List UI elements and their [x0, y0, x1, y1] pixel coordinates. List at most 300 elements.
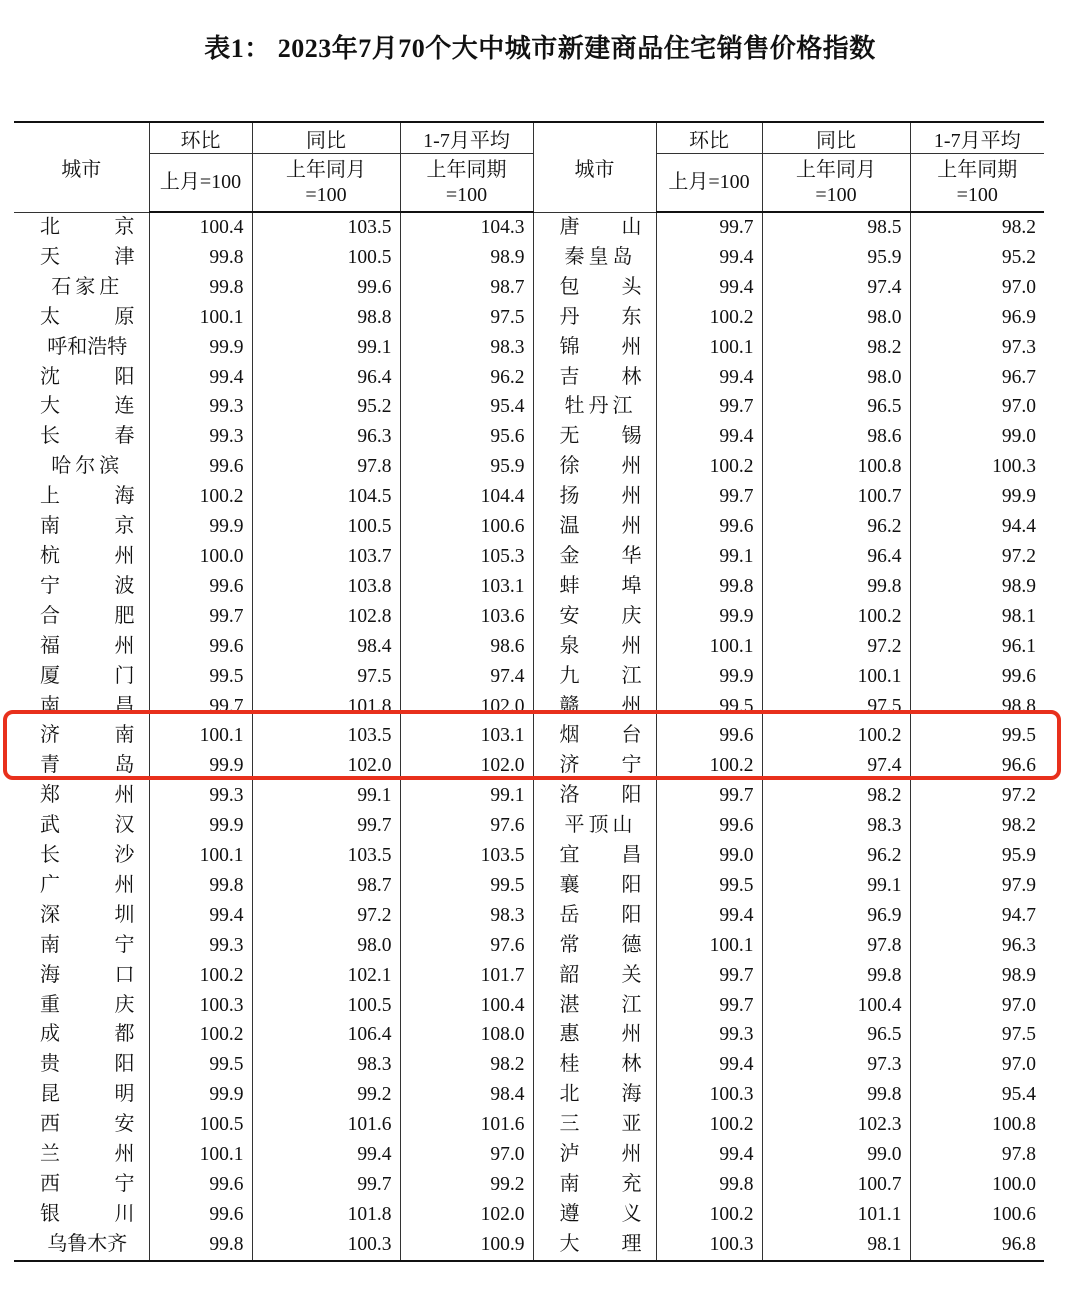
- city-cell: [14, 1170, 149, 1200]
- mom-value: 100.2: [656, 1200, 762, 1230]
- yoy-value: 98.5: [762, 212, 910, 243]
- city-name: 赣 州: [559, 694, 642, 717]
- city-cell: [533, 1020, 656, 1050]
- mom-header: 环比: [656, 122, 762, 154]
- yoy-value: 101.1: [762, 1200, 910, 1230]
- avg-value: 96.6: [1001, 755, 1036, 777]
- city-cell: [533, 482, 656, 512]
- city-name: 金 华: [559, 544, 642, 567]
- avg-value: 103.6: [400, 602, 533, 632]
- city-name: 牡丹江: [564, 395, 637, 418]
- mom-value: 99.5: [656, 871, 762, 901]
- avg-value: 96.7: [1001, 366, 1036, 388]
- mom-value: 99.4: [656, 1140, 762, 1170]
- table-row: [14, 1050, 1044, 1080]
- yoy-value: 96.4: [762, 542, 910, 572]
- yoy-value: 97.8: [762, 931, 910, 961]
- city-cell: [14, 542, 149, 572]
- yoy-value: 96.5: [762, 1020, 910, 1050]
- mom-value: 99.3: [149, 422, 252, 452]
- city-cell: [533, 1140, 656, 1170]
- yoy-value: 100.1: [762, 662, 910, 692]
- city-cell: [14, 931, 149, 961]
- city-name: 广 州: [40, 873, 135, 896]
- yoy-value: 96.3: [252, 422, 400, 452]
- yoy-value: 102.0: [252, 751, 400, 781]
- city-cell: [14, 392, 149, 422]
- city-cell: [533, 273, 656, 303]
- yoy-value: 98.1: [762, 1230, 910, 1261]
- yoy-value: 102.8: [252, 602, 400, 632]
- city-name: 温 州: [559, 515, 642, 538]
- city-cell: [14, 602, 149, 632]
- avg-value: 101.7: [400, 961, 533, 991]
- avg-value: 99.1: [400, 781, 533, 811]
- mom-value: 99.8: [656, 572, 762, 602]
- avg-value: 100.4: [400, 991, 533, 1021]
- mom-value: 99.8: [149, 243, 252, 273]
- city-name: 西 安: [40, 1113, 135, 1136]
- city-cell: [14, 363, 149, 393]
- city-cell: [533, 1230, 656, 1261]
- city-cell: [14, 482, 149, 512]
- city-cell: [533, 392, 656, 422]
- city-cell: [533, 1080, 656, 1110]
- city-cell: [533, 542, 656, 572]
- city-name: 昆 明: [40, 1083, 135, 1106]
- avg-value: 97.0: [400, 1140, 533, 1170]
- city-name: 哈尔滨: [51, 455, 124, 478]
- city-name: 韶 关: [559, 963, 642, 986]
- mom-value: 99.4: [656, 363, 762, 393]
- avg-value: 95.4: [400, 392, 533, 422]
- avg-value: 94.7: [1001, 904, 1036, 926]
- mom-value: 99.9: [149, 512, 252, 542]
- city-name: 石家庄: [51, 275, 124, 298]
- city-name: 长 春: [40, 425, 135, 448]
- city-name: 南 充: [559, 1173, 642, 1195]
- yoy-value: 99.0: [762, 1140, 910, 1170]
- yoy-value: 97.4: [762, 751, 910, 781]
- avg-value: 96.3: [1001, 934, 1036, 956]
- city-name: 扬 州: [559, 485, 642, 508]
- yoy-value: 98.6: [762, 422, 910, 452]
- avg-value: 97.0: [1001, 994, 1036, 1016]
- city-name: 湛 江: [559, 993, 642, 1016]
- table-row: [14, 1230, 1044, 1261]
- table-row: [14, 1110, 1044, 1140]
- city-name: 青 岛: [40, 754, 135, 777]
- avg-value: 100.3: [992, 456, 1036, 478]
- city-name: 桂 林: [559, 1053, 642, 1076]
- avg-value: 102.0: [400, 1200, 533, 1230]
- avg-value: 99.2: [400, 1170, 533, 1200]
- yoy-value: 100.2: [762, 602, 910, 632]
- yoy-value: 103.5: [252, 841, 400, 871]
- yoy-value: 100.7: [762, 1170, 910, 1200]
- avg-value: 97.2: [1001, 785, 1036, 807]
- city-name: 北 京: [40, 215, 135, 238]
- yoy-value: 95.9: [762, 243, 910, 273]
- avg-value: 98.2: [1001, 217, 1036, 238]
- avg-value: 98.7: [400, 273, 533, 303]
- city-cell: [14, 991, 149, 1021]
- avg-value: 95.2: [1001, 246, 1036, 268]
- city-cell: [14, 452, 149, 482]
- city-cell: [533, 1200, 656, 1230]
- mom-value: 99.4: [149, 901, 252, 931]
- mom-value: 99.8: [149, 1230, 252, 1261]
- avg-value: 97.8: [1001, 1144, 1036, 1166]
- avg-value: 97.0: [1001, 276, 1036, 298]
- table-row: [14, 212, 1044, 243]
- table-row: [14, 811, 1044, 841]
- mom-value: 99.0: [656, 841, 762, 871]
- yoy-value: 99.7: [252, 811, 400, 841]
- mom-value: 99.6: [149, 452, 252, 482]
- avg-value: 97.9: [1001, 874, 1036, 896]
- city-name: 海 口: [40, 963, 135, 986]
- mom-value: 100.1: [149, 303, 252, 333]
- avg-value: 98.3: [400, 901, 533, 931]
- table-row: [14, 632, 1044, 662]
- city-cell: [533, 632, 656, 662]
- avg-value: 99.9: [1001, 486, 1036, 508]
- city-cell: [14, 243, 149, 273]
- yoy-value: 95.2: [252, 392, 400, 422]
- city-cell: [14, 781, 149, 811]
- city-cell: [14, 512, 149, 542]
- yoy-value: 98.0: [252, 931, 400, 961]
- city-cell: [533, 572, 656, 602]
- city-cell: [14, 572, 149, 602]
- city-cell: [533, 602, 656, 632]
- avg-value: 98.8: [1001, 695, 1036, 717]
- mom-value: 99.1: [656, 542, 762, 572]
- mom-value: 99.6: [656, 811, 762, 841]
- mom-value: 99.9: [149, 811, 252, 841]
- city-cell: [14, 303, 149, 333]
- city-name: 唐 山: [559, 215, 642, 238]
- avg-header: 1-7月平均: [400, 122, 533, 154]
- avg-value: 97.6: [400, 811, 533, 841]
- mom-value: 99.6: [149, 572, 252, 602]
- mom-value: 100.2: [149, 1020, 252, 1050]
- avg-value: 97.4: [400, 662, 533, 692]
- yoy-value: 98.3: [252, 1050, 400, 1080]
- yoy-header: 同比: [762, 122, 910, 154]
- avg-header: 1-7月平均: [910, 122, 1044, 154]
- yoy-value: 99.8: [762, 1080, 910, 1110]
- yoy-value: 101.6: [252, 1110, 400, 1140]
- city-name: 岳 阳: [559, 903, 642, 926]
- avg-value: 97.3: [1001, 336, 1036, 358]
- yoy-value: 99.4: [252, 1140, 400, 1170]
- mom-value: 99.4: [656, 243, 762, 273]
- table-row: [14, 1140, 1044, 1170]
- city-cell: [533, 212, 656, 243]
- city-name: 兰 州: [40, 1143, 135, 1166]
- city-cell: [14, 1110, 149, 1140]
- yoy-value: 98.7: [252, 871, 400, 901]
- table-row: [14, 512, 1044, 542]
- city-name: 重 庆: [40, 993, 135, 1016]
- city-cell: [533, 871, 656, 901]
- avg-value: 96.9: [1001, 306, 1036, 328]
- yoy-value: 96.5: [762, 392, 910, 422]
- table-row: [14, 452, 1044, 482]
- avg-value: 104.3: [400, 212, 533, 243]
- city-name: 襄 阳: [559, 873, 642, 896]
- mom-value: 99.7: [656, 392, 762, 422]
- avg-value: 96.2: [400, 363, 533, 393]
- city-cell: [14, 212, 149, 243]
- mom-value: 99.8: [149, 273, 252, 303]
- city-name: 锦 州: [559, 335, 642, 358]
- city-cell: [14, 961, 149, 991]
- yoy-value: 97.2: [252, 901, 400, 931]
- city-cell: [533, 512, 656, 542]
- yoy-value: 99.1: [762, 871, 910, 901]
- table-row: [14, 1170, 1044, 1200]
- mom-value: 99.6: [149, 1200, 252, 1230]
- yoy-base-header: 上年同月 =100: [762, 154, 910, 213]
- city-name: 贵 阳: [40, 1053, 135, 1076]
- mom-base-header: 上月=100: [656, 154, 762, 213]
- yoy-value: 100.7: [762, 482, 910, 512]
- yoy-value: 98.2: [762, 333, 910, 363]
- city-name: 济 宁: [559, 754, 642, 777]
- yoy-value: 100.8: [762, 452, 910, 482]
- yoy-value: 103.5: [252, 212, 400, 243]
- city-cell: [14, 273, 149, 303]
- city-name: 无 锡: [559, 425, 642, 448]
- yoy-value: 106.4: [252, 1020, 400, 1050]
- city-cell: [14, 841, 149, 871]
- city-cell: [14, 422, 149, 452]
- yoy-value: 99.2: [252, 1080, 400, 1110]
- yoy-value: 102.1: [252, 961, 400, 991]
- avg-value: 100.9: [400, 1230, 533, 1261]
- mom-value: 99.9: [149, 333, 252, 363]
- table-row: [14, 243, 1044, 273]
- yoy-value: 96.2: [762, 841, 910, 871]
- city-cell: [533, 841, 656, 871]
- yoy-value: 98.8: [252, 303, 400, 333]
- avg-value: 98.1: [1001, 605, 1036, 627]
- mom-value: 100.0: [149, 542, 252, 572]
- yoy-value: 101.8: [252, 692, 400, 722]
- city-cell: [533, 991, 656, 1021]
- city-name: 泸 州: [559, 1143, 642, 1166]
- mom-value: 100.2: [149, 961, 252, 991]
- table-row: [14, 1200, 1044, 1230]
- avg-value: 95.9: [400, 452, 533, 482]
- city-cell: [14, 871, 149, 901]
- city-name: 合 肥: [40, 604, 135, 627]
- yoy-value: 98.4: [252, 632, 400, 662]
- city-name: 长 沙: [40, 844, 135, 867]
- mom-value: 99.4: [656, 422, 762, 452]
- table-row: [14, 662, 1044, 692]
- city-name: 吉 林: [559, 365, 642, 388]
- city-name: 安 庆: [559, 604, 642, 627]
- table-row: [14, 273, 1044, 303]
- yoy-value: 97.4: [762, 273, 910, 303]
- city-cell: [14, 1080, 149, 1110]
- table-row: [14, 482, 1044, 512]
- mom-value: 99.9: [149, 751, 252, 781]
- avg-value: 99.5: [1001, 725, 1036, 747]
- mom-value: 99.4: [656, 901, 762, 931]
- city-cell: [533, 363, 656, 393]
- mom-value: 100.2: [656, 751, 762, 781]
- price-index-table: [14, 121, 1044, 1262]
- city-cell: [533, 1050, 656, 1080]
- yoy-value: 100.2: [762, 721, 910, 751]
- mom-value: 100.1: [656, 632, 762, 662]
- avg-value: 100.6: [992, 1203, 1036, 1225]
- yoy-value: 98.0: [762, 303, 910, 333]
- yoy-value: 99.1: [252, 781, 400, 811]
- city-cell: [533, 931, 656, 961]
- avg-value: 101.6: [400, 1110, 533, 1140]
- table-row: [14, 931, 1044, 961]
- avg-value: 99.5: [400, 871, 533, 901]
- mom-value: 99.7: [656, 961, 762, 991]
- city-name: 天 津: [40, 245, 135, 268]
- mom-value: 100.3: [656, 1230, 762, 1261]
- avg-value: 98.2: [1001, 815, 1036, 837]
- avg-value: 104.4: [400, 482, 533, 512]
- city-cell: [14, 632, 149, 662]
- mom-value: 100.2: [656, 1110, 762, 1140]
- city-name: 上 海: [40, 485, 135, 508]
- yoy-value: 97.2: [762, 632, 910, 662]
- mom-value: 99.3: [149, 781, 252, 811]
- avg-value: 103.1: [400, 721, 533, 751]
- city-name: 秦皇岛: [564, 245, 637, 268]
- avg-value: 103.5: [400, 841, 533, 871]
- table-row: [14, 901, 1044, 931]
- city-name: 成 都: [40, 1023, 135, 1046]
- avg-value: 98.9: [400, 243, 533, 273]
- avg-value: 99.0: [1001, 426, 1036, 448]
- table-row: [14, 1020, 1044, 1050]
- mom-value: 99.3: [149, 931, 252, 961]
- mom-value: 99.9: [656, 602, 762, 632]
- mom-value: 99.8: [149, 871, 252, 901]
- avg-value: 98.9: [1001, 575, 1036, 597]
- city-name: 武 汉: [40, 814, 135, 837]
- yoy-value: 101.8: [252, 1200, 400, 1230]
- avg-value: 98.3: [400, 333, 533, 363]
- avg-value: 98.4: [400, 1080, 533, 1110]
- city-name: 宁 波: [40, 574, 135, 597]
- city-name: 南 京: [40, 515, 135, 538]
- mom-value: 99.9: [149, 1080, 252, 1110]
- avg-value: 100.8: [992, 1114, 1036, 1136]
- mom-value: 100.1: [656, 333, 762, 363]
- yoy-value: 99.1: [252, 333, 400, 363]
- yoy-value: 100.5: [252, 512, 400, 542]
- mom-value: 100.3: [656, 1080, 762, 1110]
- mom-value: 99.4: [149, 363, 252, 393]
- city-cell: [14, 333, 149, 363]
- city-name: 郑 州: [40, 784, 135, 807]
- city-cell: [14, 811, 149, 841]
- avg-value: 95.4: [1001, 1084, 1036, 1106]
- mom-value: 99.7: [149, 692, 252, 722]
- city-name: 惠 州: [559, 1023, 642, 1046]
- city-cell: [533, 422, 656, 452]
- table-row: [14, 392, 1044, 422]
- yoy-value: 99.7: [252, 1170, 400, 1200]
- avg-value: 100.6: [400, 512, 533, 542]
- city-cell: [533, 243, 656, 273]
- avg-value: 105.3: [400, 542, 533, 572]
- mom-value: 99.3: [149, 392, 252, 422]
- city-name: 福 州: [40, 634, 135, 657]
- city-name: 大 理: [559, 1232, 642, 1255]
- table-row: [14, 961, 1044, 991]
- city-name: 宜 昌: [559, 844, 642, 867]
- mom-value: 100.4: [149, 212, 252, 243]
- city-name: 沈 阳: [40, 365, 135, 388]
- mom-value: 100.1: [149, 1140, 252, 1170]
- avg-value: 97.6: [400, 931, 533, 961]
- city-name: 九 江: [559, 664, 642, 687]
- mom-value: 100.1: [149, 841, 252, 871]
- avg-value: 97.5: [400, 303, 533, 333]
- city-name: 西 宁: [40, 1173, 135, 1195]
- yoy-value: 96.9: [762, 901, 910, 931]
- city-cell: [14, 1020, 149, 1050]
- yoy-value: 100.5: [252, 243, 400, 273]
- city-cell: [533, 333, 656, 363]
- mom-value: 100.1: [149, 721, 252, 751]
- avg-value: 97.0: [1001, 1054, 1036, 1076]
- city-cell: [533, 1110, 656, 1140]
- avg-value: 97.0: [1001, 396, 1036, 418]
- yoy-value: 99.8: [762, 961, 910, 991]
- yoy-value: 97.8: [252, 452, 400, 482]
- city-name: 泉 州: [559, 634, 642, 657]
- yoy-value: 104.5: [252, 482, 400, 512]
- mom-value: 99.7: [656, 991, 762, 1021]
- city-name: 三 亚: [559, 1113, 642, 1136]
- avg-value: 96.1: [1001, 635, 1036, 657]
- avg-value: 98.2: [400, 1050, 533, 1080]
- yoy-value: 103.7: [252, 542, 400, 572]
- table-row: [14, 781, 1044, 811]
- mom-value: 99.7: [656, 212, 762, 243]
- mom-value: 99.8: [656, 1170, 762, 1200]
- table-row: [14, 422, 1044, 452]
- mom-value: 99.6: [656, 512, 762, 542]
- city-name: 蚌 埠: [559, 574, 642, 597]
- yoy-value: 97.3: [762, 1050, 910, 1080]
- city-name: 平顶山: [564, 814, 637, 837]
- yoy-value: 103.5: [252, 721, 400, 751]
- city-name: 呼和浩特: [47, 335, 128, 358]
- city-name: 包 头: [559, 275, 642, 298]
- yoy-value: 99.6: [252, 273, 400, 303]
- mom-value: 99.9: [656, 662, 762, 692]
- mom-value: 99.6: [149, 1170, 252, 1200]
- mom-value: 100.2: [149, 482, 252, 512]
- mom-value: 99.7: [656, 482, 762, 512]
